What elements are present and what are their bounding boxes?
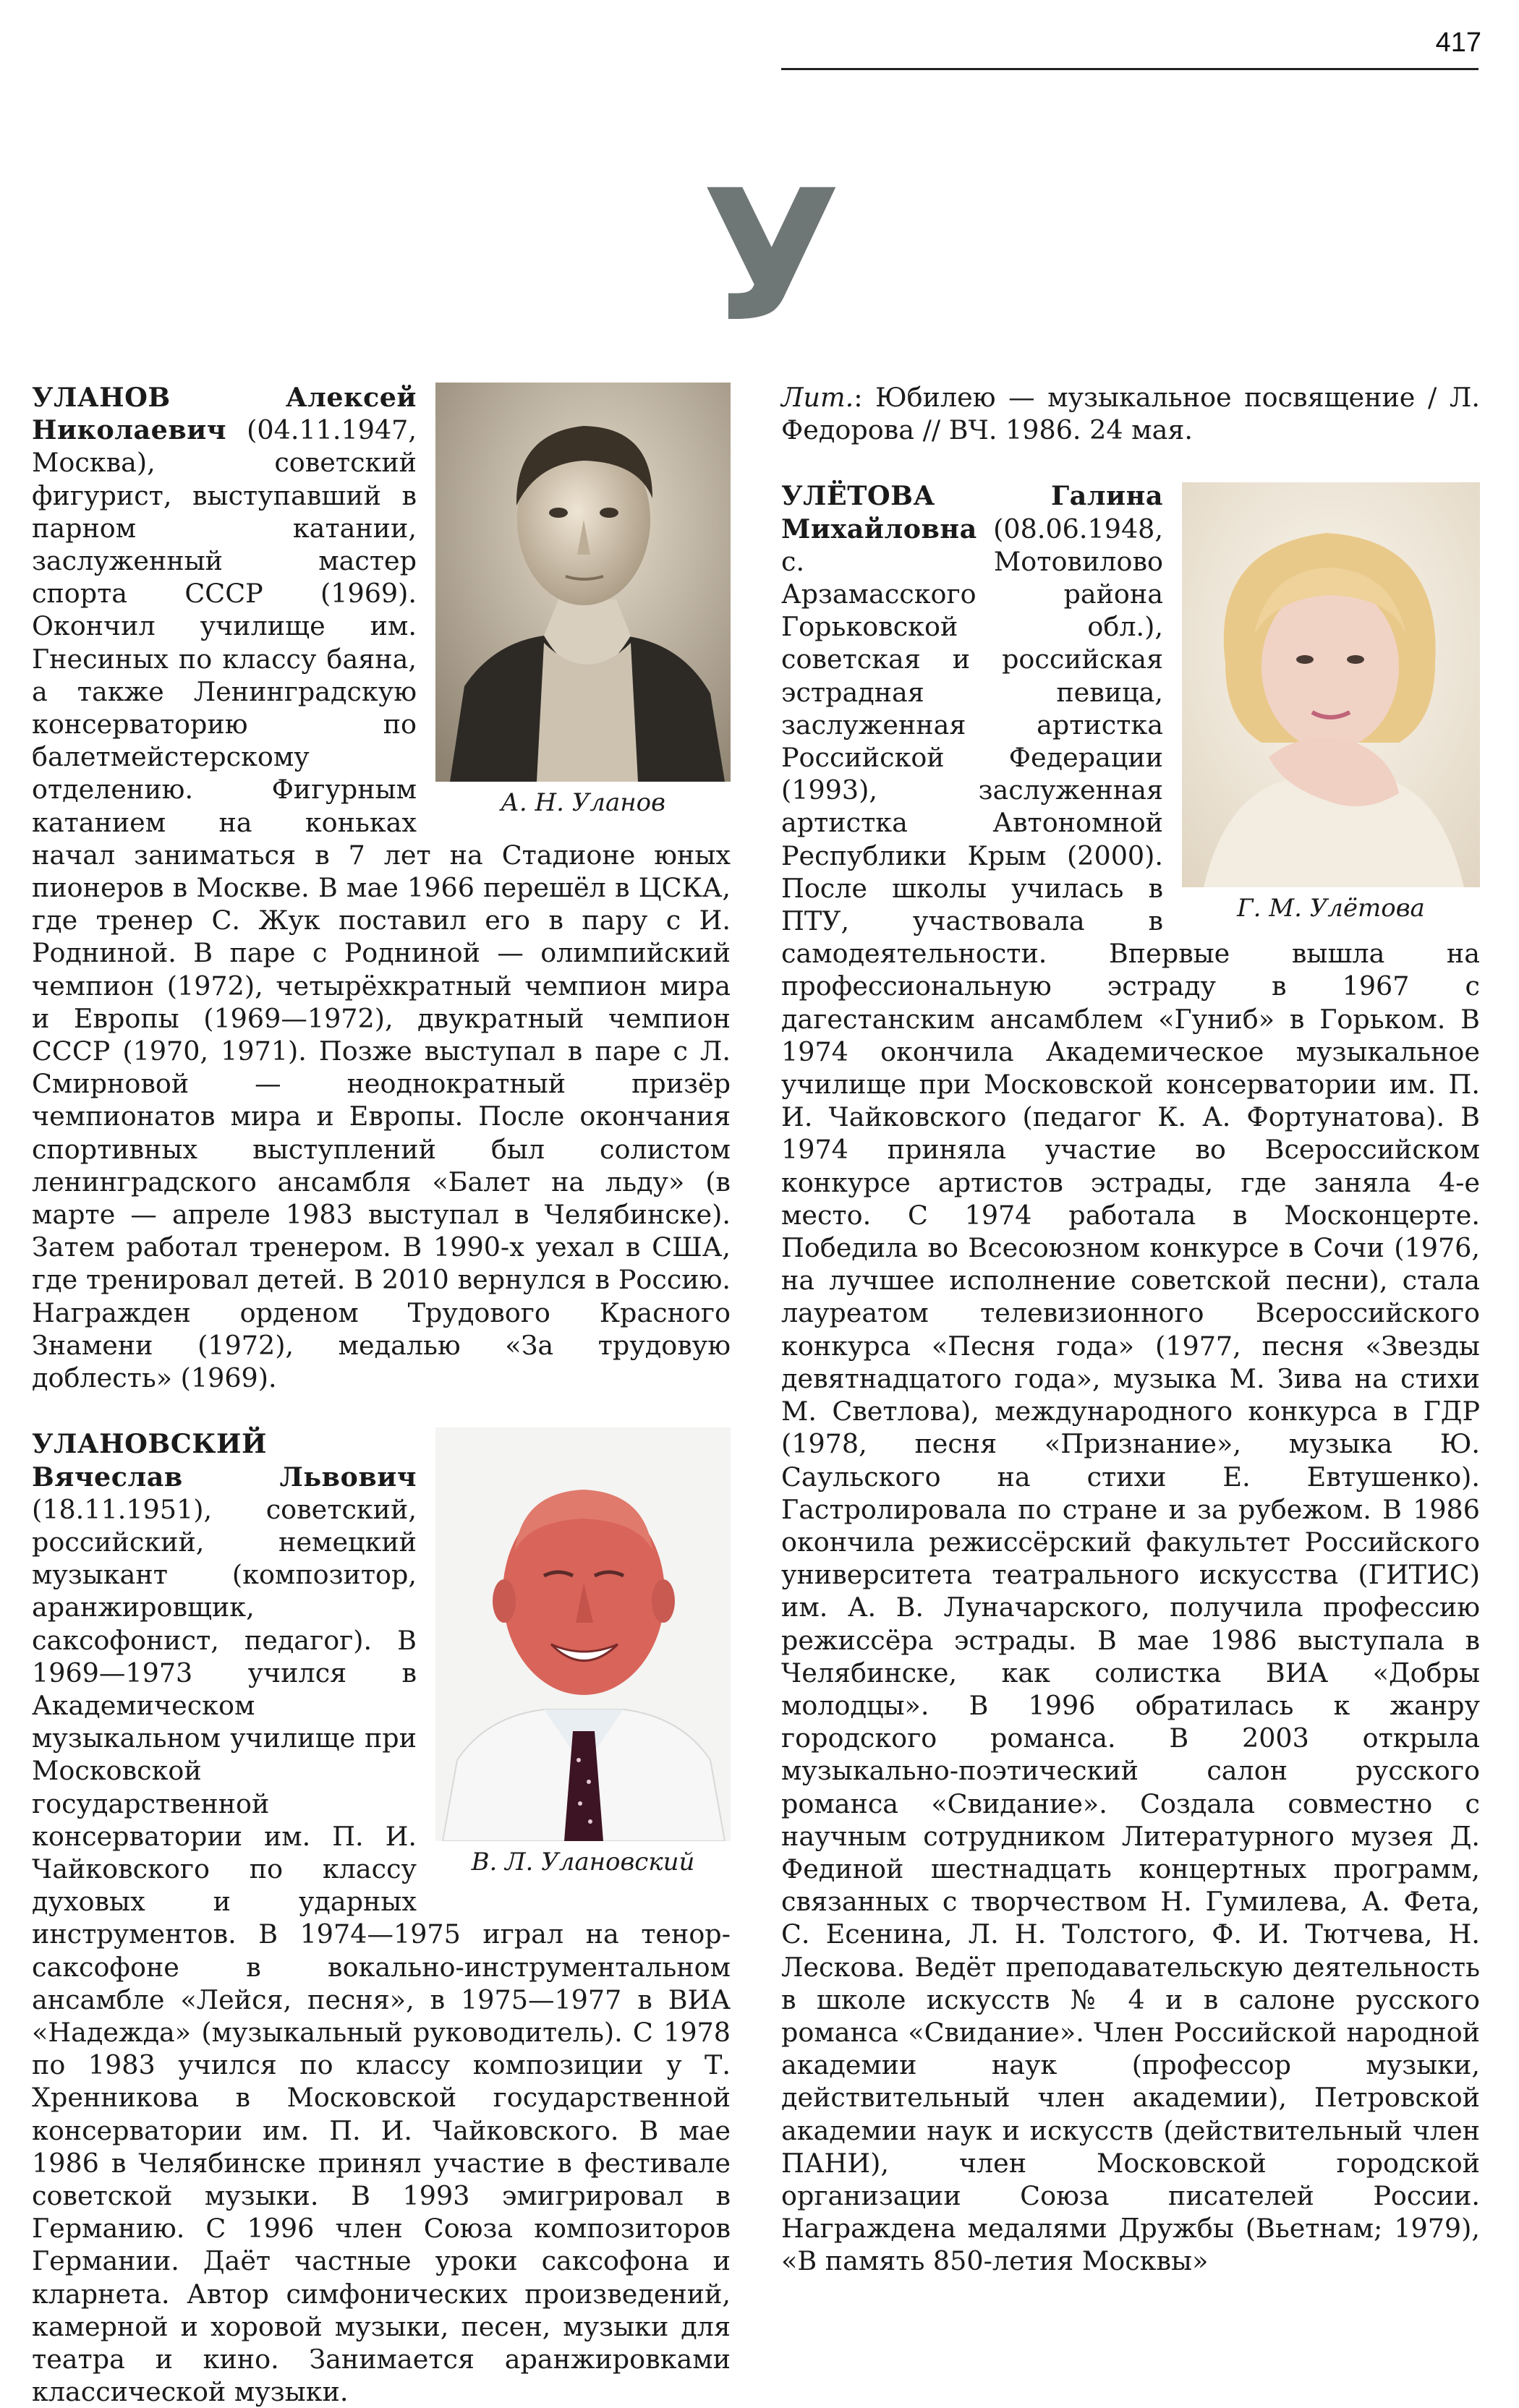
caption-ulanovsky: В. Л. Улановский [471, 1848, 695, 1877]
portrait-ulanov-icon [435, 383, 731, 782]
entry-ulanovsky [32, 1427, 731, 2408]
entry-ulanovsky-lit [781, 381, 1480, 446]
section-letter: У [702, 151, 841, 362]
portrait-ulanov-svg [435, 383, 731, 782]
lit-text: : Юбилею — музыкальное посвящение / Л. Федорова // ВЧ. 1986. 24 мая. [781, 382, 1480, 446]
headword-ulanovsky: УЛАНОВСКИЙ Вячеслав Львович [32, 1428, 417, 1493]
headword-uletova: УЛЁТОВА Галина Михайловна [781, 480, 1163, 545]
page-number: 417 [1435, 27, 1481, 58]
portrait-uletova-svg [1182, 482, 1480, 887]
portrait-uletova-icon [1182, 482, 1480, 887]
entry-ulanov-text: (04.11.1947, Москва), советский фигурист, выступавший в парном катании, заслуженный мастер спорта СССР (1969). Окончил училище им. Гнесиных по классу баяна, а также Ленинградскую консерваторию по балетмейстерскому отделению. Фигурным катанием на коньках начал заниматься в 7 лет на Стадионе юных пионеров в Москве. В мае 1966 перешёл в ЦСКА, где тренер С. Жук поставил его в пару с И. Родниной. В паре с Родниной — олимпийский чемпион (1972), четырёхкратный чемпион мира и Европы (1969—1972), двукратный чемпион СССР (1970, 1971). Позже выступал в паре с Л. Смирновой — неоднократный призёр чемпионатов мира и Европы. После окончания спортивных выступлений был солистом ленинградского ансамбля «Балет на льду» (в марте — апреле 1983 выступал в Челябинске). Затем работал тренером. В 1990-х уехал в США, где тренировал детей. В 2010 вернулся в Россию. Награжден орденом Трудового Красного Знамени (1972), медалью «За трудовую доблесть» (1969). [32, 414, 731, 1394]
headword-ulanov: УЛАНОВ Алексей Николаевич [32, 382, 417, 446]
right-column [781, 381, 1480, 2278]
entry-uletova [781, 479, 1480, 2277]
caption-ulanov: А. Н. Уланов [501, 788, 665, 817]
portrait-ulanovsky-icon [435, 1427, 731, 1841]
header-rule [781, 68, 1478, 70]
entry-uletova-text: (08.06.1948, с. Мотовилово Арзамасского района Горьковской обл.), советская и российская эстрадная певица, заслуженная артистка Российской Федерации (1993), заслуженная артистка Автономной Республики Крым (2000). После школы училась в ПТУ, участвовала в самодеятельности. Впервые вышла на профессиональную эстраду в 1967 с дагестанским ансамблем «Гуниб» в Горьком. В 1974 окончила Академическое музыкальное училище при Московской консерватории им. П. И. Чайковского (педагог К. А. Фортунатова). В 1974 приняла участие во Всероссийском конкурсе артистов эстрады, где заняла 4-е место. С 1974 работала в Москонцерте. Победила во Всесоюзном конкурсе в Сочи (1976, на лучшее исполнение советской песни), стала лауреатом телевизионного Всероссийского конкурса «Песня года» (1977, песня «Звезды девятнадцатого года», музыка М. Зива на стихи М. Светлова), международного конкурса в ГДР (1978, песня «Признание», музыка Ю. Саульского на стихи Е. Евтушенко). Гастролировала по стране и за рубежом. В 1986 окончила режиссёрский факультет Российского университета театрального искусства (ГИТИС) им. А. В. Луначарского, получила профессию режиссёра эстрады. В мае 1986 выступала в Челябинске, как солистка ВИА «Добры молодцы». В 1996 обратилась к жанру городского романса. В 2003 открыла музыкально-поэтический салон русского романса «Свидание». Создала совместно с научным сотрудником Литературного музея Д. Фединой шестнадцать концертных программ, связанных с творчеством Н. Гумилева, А. Фета, С. Есенина, Л. Н. Толстого, Ф. И. Тютчева, Н. Лескова. Ведёт преподавательскую деятельность в школе искусств № 4 и в салоне русского романса «Свидание». Член Российской народной академии наук (профессор музыки, действительный член академии), Петровской академии наук и искусств (действительный член ПАНИ), член Московской городской организации Союза писателей России. Награждена медалями Дружбы (Вьетнам; 1979), «В память 850-летия Москвы» [781, 513, 1480, 2277]
left-column [32, 381, 731, 2408]
caption-uletova: Г. М. Улётова [1237, 894, 1425, 923]
lit-label: Лит. [781, 382, 854, 413]
portrait-ulanovsky-svg [435, 1427, 731, 1841]
figure-uletova [1182, 482, 1480, 926]
figure-ulanov [435, 383, 731, 821]
entry-ulanov [32, 381, 731, 1394]
figure-ulanovsky [435, 1427, 731, 1880]
entry-ulanovsky-text: (18.11.1951), советский, российский, немецкий музыкант (композитор, аранжировщик, саксофонист, педагог). В 1969—1973 учился в Академическом музыкальном училище при Московской государственной консерватории им. П. И. Чайковского по классу духовых и ударных инструментов. В 1974—1975 играл на тенор-саксофоне в вокально-инструментальном ансамбле «Лейся, песня», в 1975—1977 в ВИА «Надежда» (музыкальный руководитель). С 1978 по 1983 учился по классу композиции у Т. Хренникова в Московской государственной консерватории им. П. И. Чайковского. В мае 1986 в Челябинске принял участие в фестивале советской музыки. В 1993 эмигрировал в Германию. С 1996 член Союза композиторов Германии. Даёт частные уроки саксофона и кларнета. Автор симфонических произведений, камерной и хоровой музыки, песен, музыки для театра и кино. Занимается аранжировками классической музыки. [32, 1493, 731, 2408]
lit-ulanovsky [781, 381, 1480, 446]
